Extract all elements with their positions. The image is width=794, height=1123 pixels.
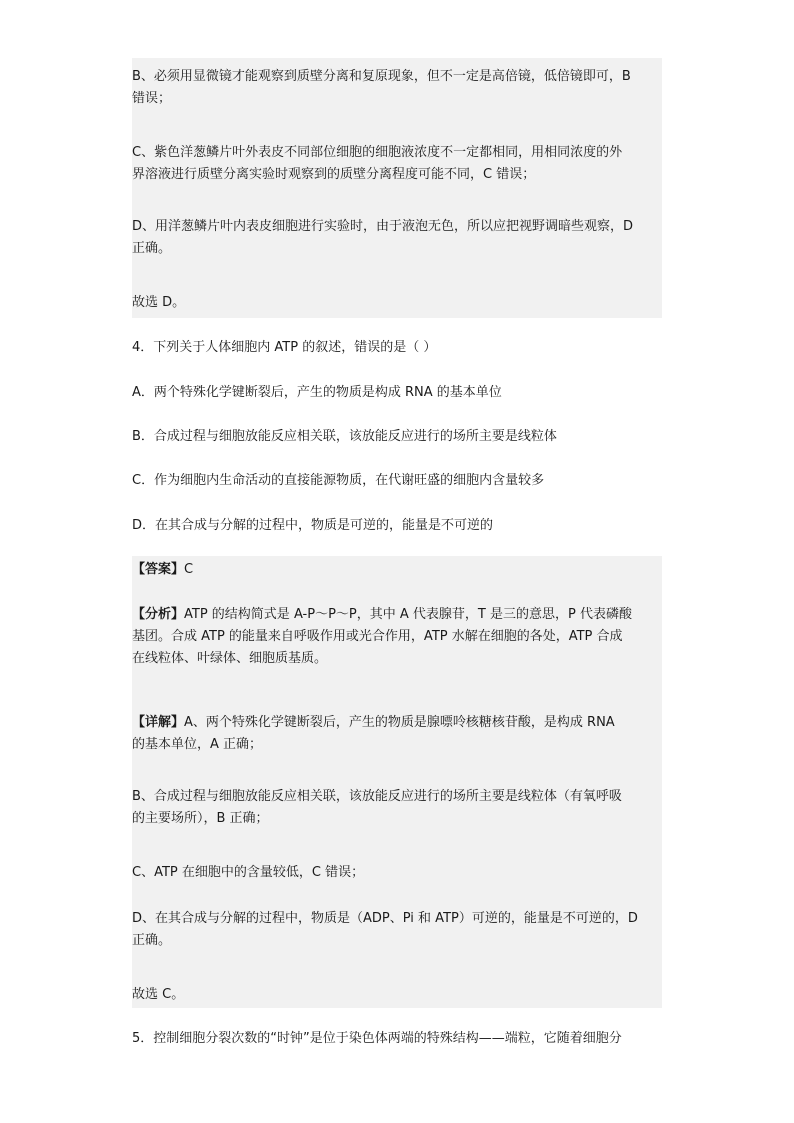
conclusion-4: 故选 C。 <box>132 987 185 1002</box>
detail-label: 【详解】 <box>132 715 185 730</box>
detail-d: D、在其合成与分解的过程中，物质是（ADP、Pi 和 ATP）可逆的，能量是不可逆的，D 正确。 <box>132 911 638 948</box>
conclusion-3: 故选 D。 <box>132 295 186 310</box>
detail-c: C、ATP 在细胞中的含量较低，C 错误； <box>132 865 365 880</box>
explanation-b: B、必须用显微镜才能观察到质壁分离和复原现象，但不一定是高倍镜，低倍镜即可，B 错误； <box>132 69 631 106</box>
question-5-stem: 5．控制细胞分裂次数的“时钟”是位于染色体两端的特殊结构——端粒，它随着细胞分 <box>132 1031 622 1046</box>
answer-value: C <box>184 562 194 577</box>
question-4-stem: 4．下列关于人体细胞内 ATP 的叙述，错误的是（ ） <box>132 340 437 355</box>
analysis-label: 【分析】 <box>132 607 185 622</box>
detail-a: 【详解】A、两个特殊化学键断裂后，产生的物质是腺嘌呤核糖核苷酸，是构成 RNA 的基本单位，A 正确； <box>132 715 615 752</box>
answer-label: 【答案】 <box>132 562 185 577</box>
question-4-option-c: C．作为细胞内生命活动的直接能源物质，在代谢旺盛的细胞内含量较多 <box>132 473 545 488</box>
detail-b: B、合成过程与细胞放能反应相关联，该放能反应进行的场所主要是线粒体（有氧呼吸 的主要场所），B 正确； <box>132 789 622 826</box>
question-4-option-d: D．在其合成与分解的过程中，物质是可逆的，能量是不可逆的 <box>132 518 494 533</box>
question-4-option-b: B．合成过程与细胞放能反应相关联，该放能反应进行的场所主要是线粒体 <box>132 429 557 444</box>
explanation-d: D、用洋葱鳞片叶内表皮细胞进行实验时，由于液泡无色，所以应把视野调暗些观察，D 正确。 <box>132 219 634 256</box>
explanation-c: C、紫色洋葱鳞片叶外表皮不同部位细胞的细胞液浓度不一定都相同，用相同浓度的外 界溶液进行质壁分离实验时观察到的质壁分离程度可能不同，C 错误； <box>132 145 623 182</box>
analysis-4: 【分析】ATP 的结构简式是 A-P～P～P，其中 A 代表腺苷，T 是三的意思，P 代表磷酸 基团。合成 ATP 的能量来自呼吸作用或光合作用，ATP 水解在细胞的各处，ATP 合成 在线粒体、叶绿体、细胞质基质。 <box>132 607 632 666</box>
answer-4 <box>132 559 677 581</box>
question-4-option-a: A．两个特殊化学键断裂后，产生的物质是构成 RNA 的基本单位 <box>132 385 502 400</box>
